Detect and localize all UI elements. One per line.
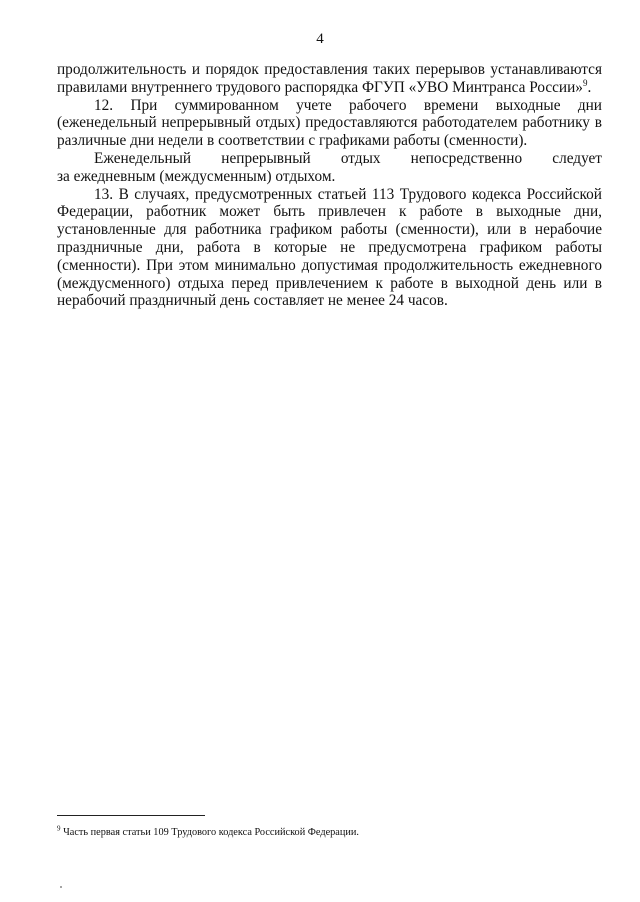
paragraph-13: 13. В случаях, предусмотренных статьей 113 Трудового кодекса Российской Федерации, работник может быть привлечен к работе в выходные дни, установленные для работника графиком работы (сменности), или в нерабочие праздничные дни, работа в которые не предусмотрена графиком работы (сменности). При этом минимально допустимая продолжительность ежедневного (междусменного) отдыха перед привлечением к работе в выходной день или в нерабочий праздничный день составляет не менее 24 часов. (57, 185, 602, 310)
footnote-separator (57, 815, 205, 816)
footnote-marker: 9 (57, 824, 61, 833)
paragraph-weekly-rest-line2: за ежедневным (междусменным) отдыхом. (57, 167, 336, 185)
paragraph-12: 12. При суммированном учете рабочего времени выходные дни (еженедельный непрерывный отдых) предоставляются работодателем работнику в различные дни недели в соответствии с графиками работы (сменности). (57, 96, 602, 150)
paragraph-rest-breaks-text: продолжительность и порядок предоставления таких перерывов устанавливаются правилами внутреннего трудового распорядка ФГУП «УВО Минтранса России» (57, 61, 602, 96)
paragraph-weekly-rest-line1: Еженедельный непрерывный отдых непосредственно следует (94, 149, 602, 167)
paragraph-end-punctuation: . (587, 78, 592, 96)
page-number: 4 (316, 31, 324, 47)
paragraph-rest-breaks (57, 61, 602, 97)
footnote-reference: 9 (582, 77, 588, 88)
footnote-text: Часть первая статьи 109 Трудового кодекса Российской Федерации. (60, 827, 359, 838)
footnote (57, 826, 602, 839)
scan-speck (60, 886, 62, 888)
document-body (57, 61, 602, 310)
